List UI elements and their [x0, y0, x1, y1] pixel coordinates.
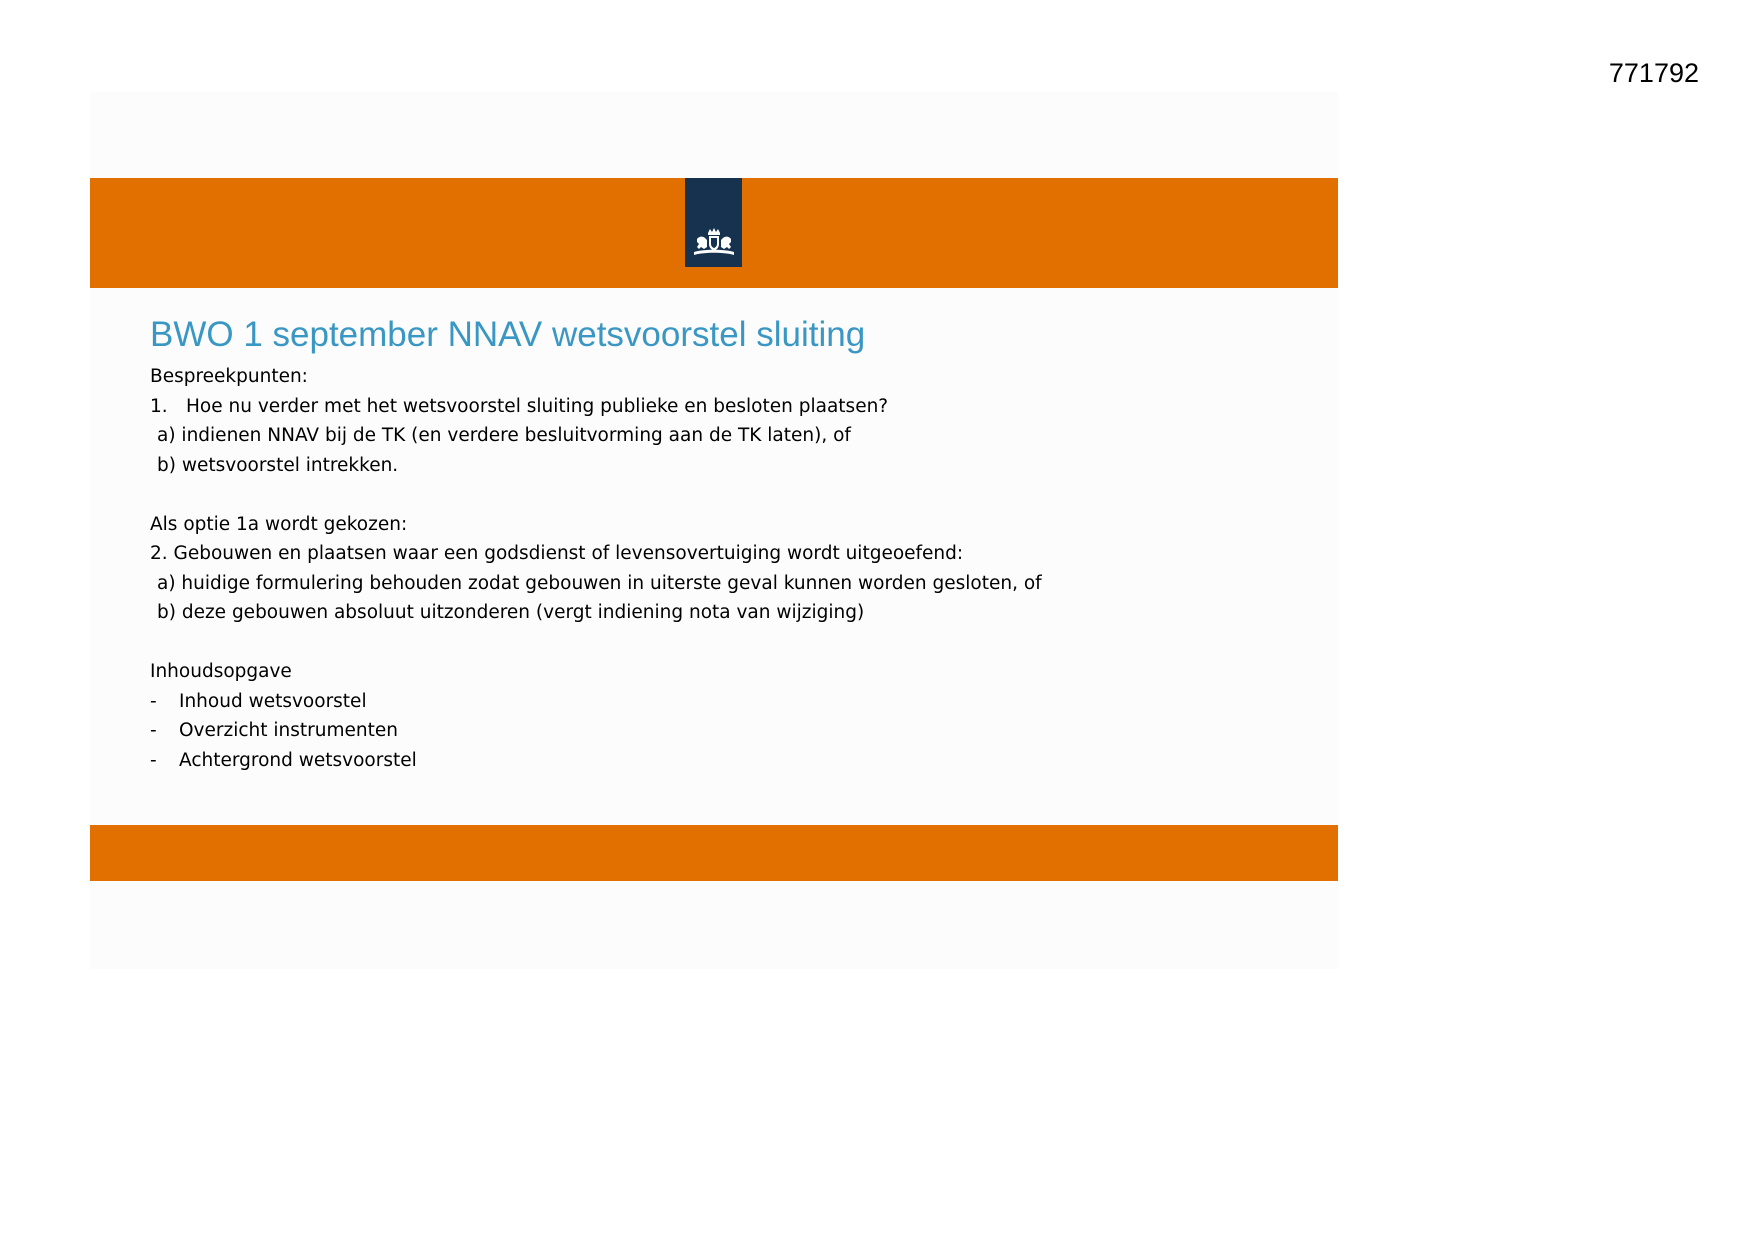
bullet-dash: -	[150, 690, 157, 712]
rijksoverheid-logo	[685, 178, 742, 267]
discussion-point-2: 2. Gebouwen en plaatsen waar een godsdienst of levensovertuiging wordt uitgeoefend:	[150, 543, 964, 564]
point-1-option-b: b) wetsvoorstel intrekken.	[157, 454, 399, 476]
footer-band	[90, 825, 1338, 881]
slide-title: BWO 1 september NNAV wetsvoorstel sluiting	[150, 315, 866, 354]
toc-item	[150, 716, 1300, 746]
point-2-option-b: b) deze gebouwen absoluut uitzonderen (vergt indiening nota van wijziging)	[157, 602, 865, 623]
presentation-slide	[90, 92, 1338, 969]
discussion-point-1	[150, 392, 1300, 422]
toc-item	[150, 687, 1300, 717]
document-number: 771792	[1608, 58, 1699, 88]
toc-item-label: Inhoud wetsvoorstel	[179, 690, 367, 712]
spacer	[150, 628, 1300, 658]
point-1-option-a: a) indienen NNAV bij de TK (en verdere besluitvorming aan de TK laten), of	[157, 425, 851, 446]
spacer	[150, 480, 1300, 510]
discussion-heading: Bespreekpunten:	[150, 366, 308, 387]
toc-heading: Inhoudsopgave	[150, 661, 292, 682]
toc-item	[150, 746, 1300, 776]
bullet-dash: -	[150, 749, 157, 771]
condition-text: Als optie 1a wordt gekozen:	[150, 513, 408, 535]
slide-content	[150, 314, 1300, 775]
toc-item-label: Achtergrond wetsvoorstel	[179, 749, 417, 771]
bullet-dash: -	[150, 720, 157, 741]
point-text: Hoe nu verder met het wetsvoorstel sluiting publieke en besloten plaatsen?	[186, 395, 889, 417]
point-2-option-a: a) huidige formulering behouden zodat gebouwen in uiterste geval kunnen worden gesloten, of	[157, 572, 1042, 594]
coat-of-arms-icon	[691, 227, 737, 257]
toc-item-label: Overzicht instrumenten	[179, 720, 398, 741]
point-number: 1.	[150, 395, 168, 417]
